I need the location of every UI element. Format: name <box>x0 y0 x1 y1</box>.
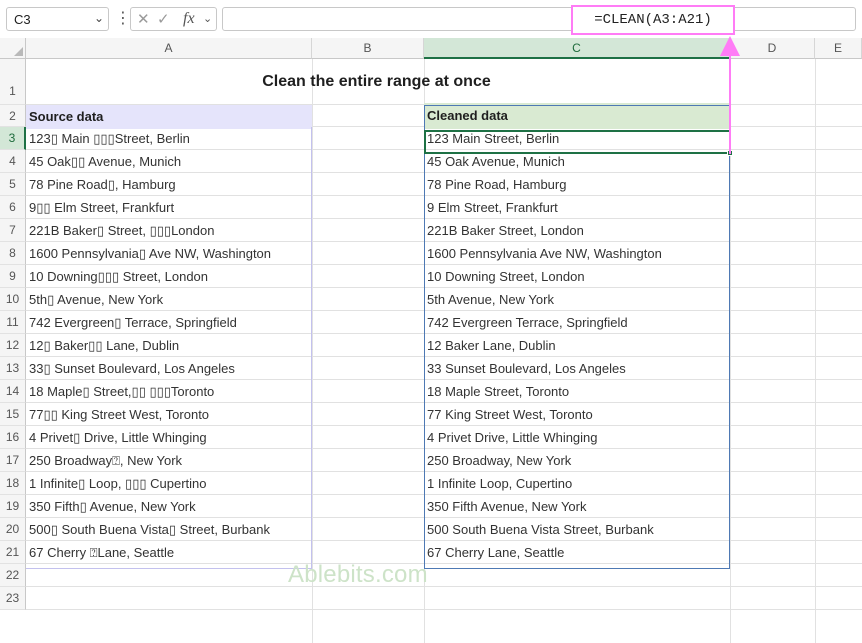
formula-input[interactable] <box>222 7 856 31</box>
source-cell[interactable]: 12▯ Baker▯▯ Lane, Dublin <box>29 338 180 353</box>
source-cell[interactable]: 350 Fifth▯ Avenue, New York <box>29 499 196 514</box>
row-header-11[interactable]: 11 <box>0 311 26 334</box>
cleaned-cell[interactable]: 45 Oak Avenue, Munich <box>427 154 565 169</box>
watermark-suffix: .com <box>374 561 428 588</box>
cleaned-cell[interactable]: 123 Main Street, Berlin <box>427 131 560 146</box>
row-header-19[interactable]: 19 <box>0 495 26 518</box>
row-header-5[interactable]: 5 <box>0 173 26 196</box>
column-header-d[interactable]: D <box>730 38 815 59</box>
source-cell[interactable]: 250 Broadway⍰, New York <box>29 453 183 468</box>
source-cell[interactable]: 45 Oak▯▯ Avenue, Munich <box>29 154 182 169</box>
source-cell[interactable]: 123▯ Main ▯▯▯Street, Berlin <box>29 131 190 146</box>
row-header-16[interactable]: 16 <box>0 426 26 449</box>
row-header-13[interactable]: 13 <box>0 357 26 380</box>
source-cell[interactable]: 221B Baker▯ Street, ▯▯▯London <box>29 223 215 238</box>
row-header-20[interactable]: 20 <box>0 518 26 541</box>
formula-buttons <box>130 7 217 31</box>
cleaned-header-cell[interactable]: Cleaned data <box>424 103 730 129</box>
formula-bar <box>0 0 862 38</box>
source-cell[interactable]: 9▯▯ Elm Street, Frankfurt <box>29 200 175 215</box>
cancel-icon[interactable]: ✕ <box>137 11 150 28</box>
row-header-2[interactable]: 2 <box>0 105 26 127</box>
cleaned-cell[interactable]: 77 King Street West, Toronto <box>427 407 593 422</box>
column-header-c[interactable]: C <box>424 38 730 59</box>
row-header-9[interactable]: 9 <box>0 265 26 288</box>
cleaned-cell[interactable]: 10 Downing Street, London <box>427 269 585 284</box>
row-header-7[interactable]: 7 <box>0 219 26 242</box>
row-header-22[interactable]: 22 <box>0 564 26 587</box>
watermark-brand: Ablebits <box>288 561 375 588</box>
select-all-button[interactable] <box>0 38 26 59</box>
row-header-8[interactable]: 8 <box>0 242 26 265</box>
column-header-e[interactable]: E <box>815 38 862 59</box>
row-header-10[interactable]: 10 <box>0 288 26 311</box>
row-header-21[interactable]: 21 <box>0 541 26 564</box>
cleaned-cell[interactable]: 78 Pine Road, Hamburg <box>427 177 567 192</box>
row-header-1[interactable]: 1 <box>0 59 26 105</box>
row-header-23[interactable]: 23 <box>0 587 26 610</box>
row-header-12[interactable]: 12 <box>0 334 26 357</box>
source-cell[interactable]: 500▯ South Buena Vista▯ Street, Burbank <box>29 522 271 537</box>
cleaned-cell[interactable]: 1600 Pennsylvania Ave NW, Washington <box>427 246 662 261</box>
column-header-b[interactable]: B <box>312 38 424 59</box>
row-header-6[interactable]: 6 <box>0 196 26 219</box>
cleaned-cell[interactable]: 350 Fifth Avenue, New York <box>427 499 587 514</box>
source-cell[interactable]: 33▯ Sunset Boulevard, Los Angeles <box>29 361 235 376</box>
watermark-logo <box>288 561 428 589</box>
worksheet-grid[interactable] <box>0 38 862 643</box>
source-cell[interactable]: 67 Cherry ⍰Lane, Seattle <box>29 545 175 560</box>
cleaned-cell[interactable]: 67 Cherry Lane, Seattle <box>427 545 565 560</box>
cleaned-cell[interactable]: 5th Avenue, New York <box>427 292 554 307</box>
source-header-cell[interactable]: Source data <box>26 105 312 129</box>
sheet-title: Clean the entire range at once <box>262 73 491 90</box>
source-cell[interactable]: 78 Pine Road▯, Hamburg <box>29 177 176 192</box>
chevron-down-icon[interactable]: ⌄ <box>203 13 213 25</box>
source-cell[interactable]: 742 Evergreen▯ Terrace, Springfield <box>29 315 237 330</box>
cleaned-cell[interactable]: 500 South Buena Vista Street, Burbank <box>427 522 654 537</box>
source-cell[interactable]: 4 Privet▯ Drive, Little Whinging <box>29 430 207 445</box>
source-cell[interactable]: 10 Downing▯▯▯ Street, London <box>29 269 209 284</box>
name-box[interactable] <box>6 7 109 31</box>
source-cell[interactable]: 5th▯ Avenue, New York <box>29 292 164 307</box>
row-header-18[interactable]: 18 <box>0 472 26 495</box>
cleaned-cell[interactable]: 742 Evergreen Terrace, Springfield <box>427 315 628 330</box>
cleaned-cell[interactable]: 9 Elm Street, Frankfurt <box>427 200 558 215</box>
source-cell[interactable]: 77▯▯ King Street West, Toronto <box>29 407 210 422</box>
name-box-value: C3 <box>14 12 31 27</box>
row-header-14[interactable]: 14 <box>0 380 26 403</box>
cleaned-cell[interactable]: 4 Privet Drive, Little Whinging <box>427 430 598 445</box>
formula-text[interactable]: =CLEAN(A3:A21) <box>571 5 735 35</box>
insert-function-icon[interactable]: fx <box>183 10 195 27</box>
row-header-3[interactable]: 3 <box>0 127 26 150</box>
confirm-icon[interactable]: ✓ <box>157 11 170 28</box>
fill-handle[interactable] <box>727 150 733 156</box>
source-cell[interactable]: 18 Maple▯ Street,▯▯ ▯▯▯Toronto <box>29 384 215 399</box>
cleaned-cell[interactable]: 1 Infinite Loop, Cupertino <box>427 476 573 491</box>
cleaned-cell[interactable]: 250 Broadway, New York <box>427 453 572 468</box>
row-header-4[interactable]: 4 <box>0 150 26 173</box>
cleaned-cell[interactable]: 12 Baker Lane, Dublin <box>427 338 556 353</box>
chevron-down-icon[interactable]: ⌄ <box>93 11 104 25</box>
row-header-15[interactable]: 15 <box>0 403 26 426</box>
row-header-17[interactable]: 17 <box>0 449 26 472</box>
more-options-icon[interactable]: ⋮ <box>115 10 130 27</box>
cleaned-cell[interactable]: 18 Maple Street, Toronto <box>427 384 570 399</box>
source-cell[interactable]: 1 Infinite▯ Loop, ▯▯▯ Cupertino <box>29 476 207 491</box>
column-header-a[interactable]: A <box>26 38 312 59</box>
source-cell[interactable]: 1600 Pennsylvania▯ Ave NW, Washington <box>29 246 272 261</box>
cleaned-cell[interactable]: 221B Baker Street, London <box>427 223 584 238</box>
cleaned-cell[interactable]: 33 Sunset Boulevard, Los Angeles <box>427 361 626 376</box>
